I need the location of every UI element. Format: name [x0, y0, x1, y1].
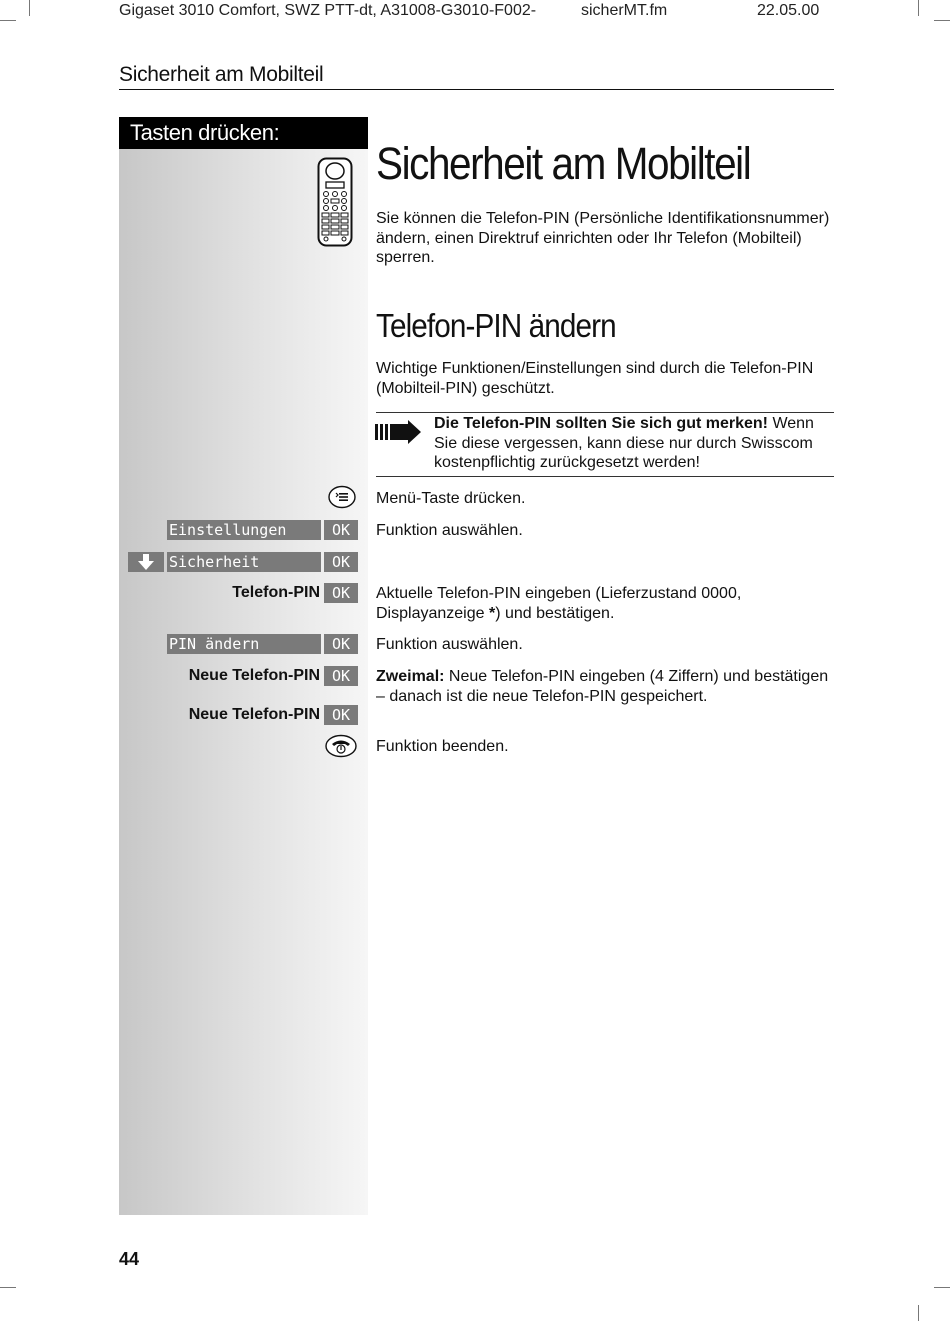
header-file-info: Gigaset 3010 Comfort, SWZ PTT-dt, A31008-G3010-F002-: [119, 2, 537, 19]
handset-icon: [317, 157, 353, 247]
page-title: Sicherheit am Mobilteil: [376, 138, 751, 189]
header-rule: [119, 89, 834, 90]
ok-key: OK: [324, 520, 358, 540]
menu-key-icon: [328, 485, 356, 509]
end-call-key-icon: [325, 734, 357, 758]
note-bottom-rule: [376, 476, 834, 477]
ok-key: OK: [324, 634, 358, 654]
ok-key: OK: [324, 666, 358, 686]
ok-key: OK: [324, 705, 358, 725]
crop-mark: [918, 1305, 919, 1321]
note-body: Wenn Sie diese vergessen, kann diese nur durch Swisscom kostenpflichtig zurückgesetzt werden!: [434, 415, 814, 471]
ok-key: OK: [324, 583, 358, 603]
step-desc: [376, 584, 832, 623]
crop-mark: [0, 1287, 16, 1288]
running-title: Sicherheit am Mobilteil: [119, 63, 324, 86]
step-desc: Funktion auswählen.: [376, 522, 523, 539]
input-label: Neue Telefon-PIN: [188, 706, 320, 723]
step-desc: Menü-Taste drücken.: [376, 490, 526, 507]
input-label: Neue Telefon-PIN: [188, 667, 320, 684]
note-bold: Die Telefon-PIN sollten Sie sich gut merken!: [434, 415, 768, 432]
step-desc: [376, 667, 832, 706]
note-hand-icon: [375, 420, 423, 444]
page-number: 44: [119, 1249, 140, 1269]
display-menu-item: Sicherheit: [167, 552, 321, 572]
step-desc-bold: Zweimal:: [376, 668, 445, 685]
arrow-down-key: [128, 552, 164, 572]
crop-mark: [29, 0, 30, 16]
intro-text: Sie können die Telefon-PIN (Persönliche Identifikationsnummer) ändern, einen Direktruf einrichten oder Ihr Telefon (Mobilteil) sperren.: [376, 210, 830, 266]
crop-mark: [934, 1287, 950, 1288]
header-date: 22.05.00: [757, 2, 820, 19]
note-text: [434, 414, 834, 473]
section-text: Wichtige Funktionen/Einstellungen sind durch die Telefon-PIN (Mobilteil-PIN) geschützt.: [376, 360, 814, 397]
arrow-down-icon: [128, 552, 164, 572]
step-desc: Funktion beenden.: [376, 738, 509, 755]
step-desc-pre: Aktuelle Telefon-PIN eingeben (Lieferzustand 0000, Displayanzeige: [376, 585, 742, 622]
step-desc: Funktion auswählen.: [376, 636, 523, 653]
step-desc-body: Neue Telefon-PIN eingeben (4 Ziffern) und bestätigen – danach ist die neue Telefon-PIN gespeichert.: [376, 668, 829, 705]
input-label: Telefon-PIN: [232, 584, 320, 601]
crop-mark: [918, 0, 919, 16]
display-menu-item: Einstellungen: [167, 520, 321, 540]
crop-mark: [0, 20, 16, 21]
star-key-symbol: *: [488, 604, 496, 622]
ok-key: OK: [324, 552, 358, 572]
header-filename: sicherMT.fm: [581, 2, 668, 19]
display-menu-item: PIN ändern: [167, 634, 321, 654]
keys-column-title: Tasten drücken:: [130, 120, 280, 145]
section-title: Telefon-PIN ändern: [376, 307, 616, 344]
crop-mark: [934, 20, 950, 21]
step-desc-post: ) und bestätigen.: [495, 604, 615, 622]
note-top-rule: [376, 412, 834, 413]
